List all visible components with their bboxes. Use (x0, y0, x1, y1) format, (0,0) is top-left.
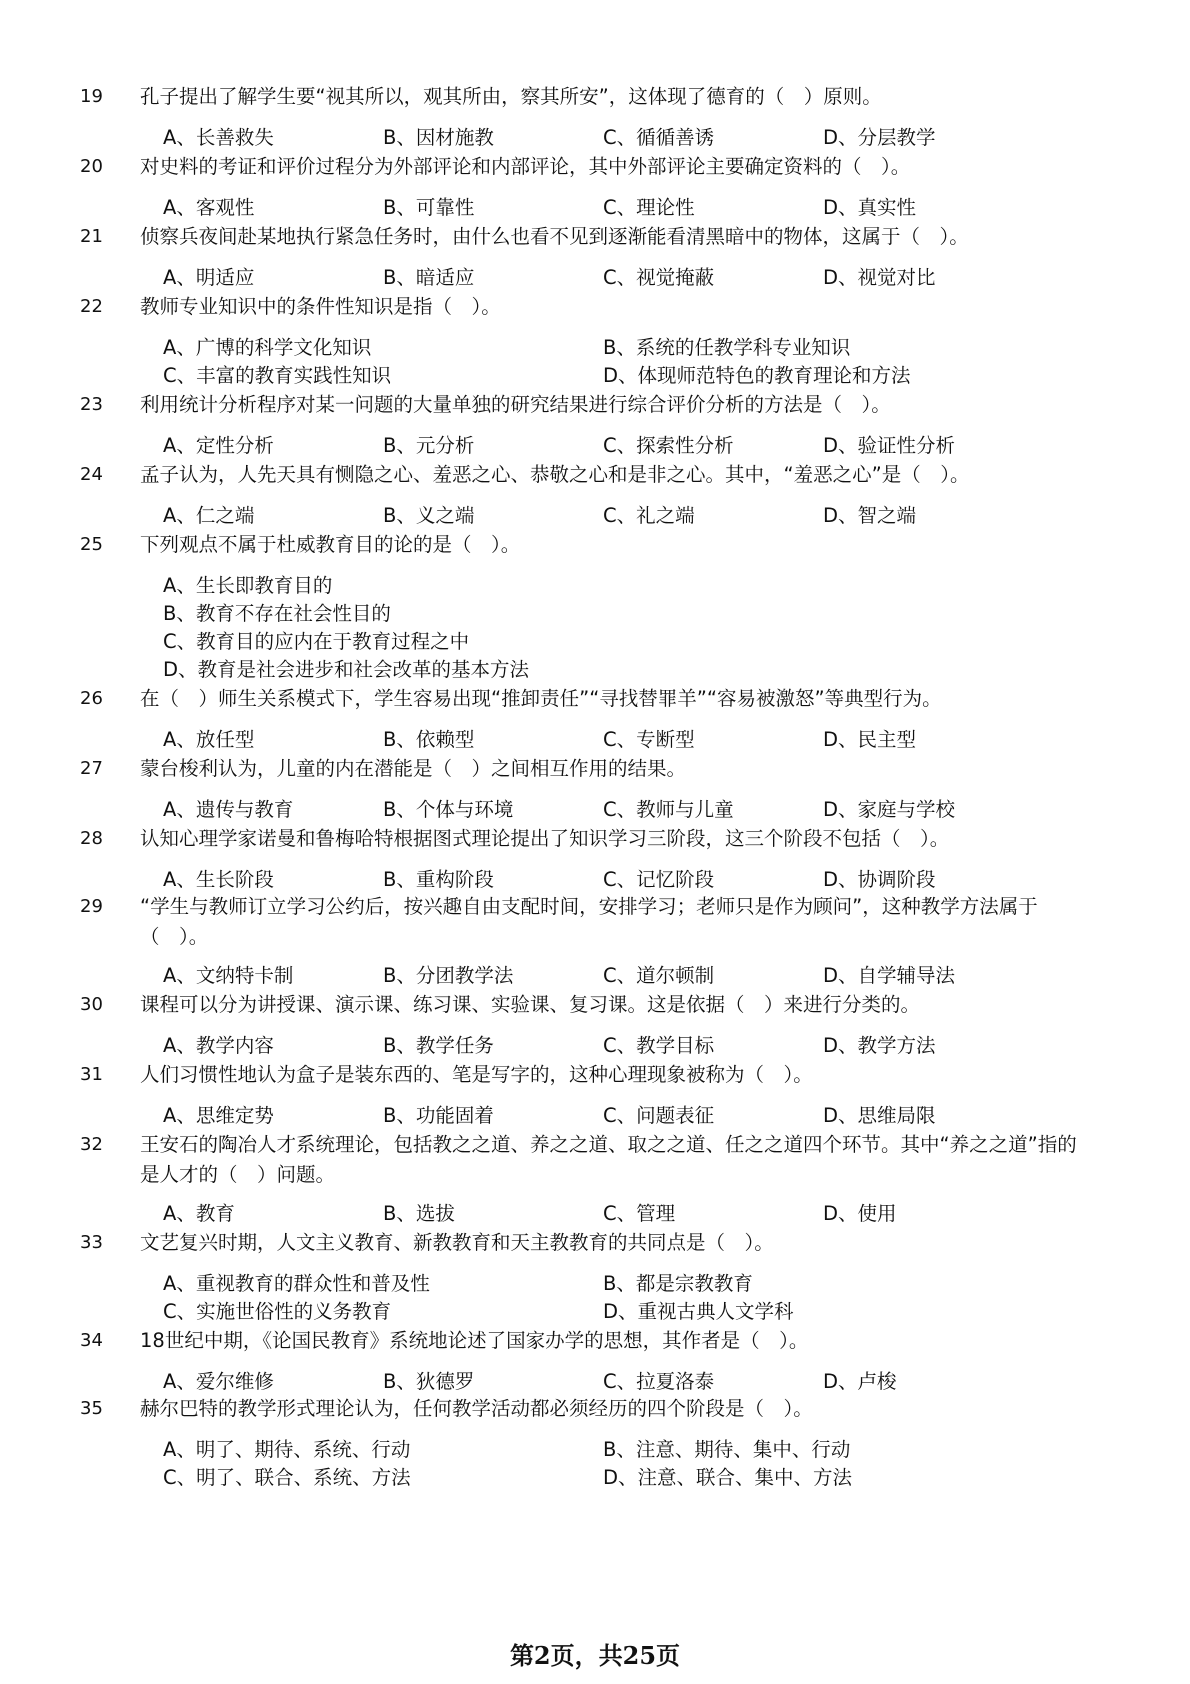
option-b[interactable]: B、义之端 (383, 504, 475, 527)
option-b[interactable]: B、重构阶段 (383, 868, 494, 891)
question-stem: 18世纪中期，《论国民教育》系统地论述了国家办学的思想，其作者是（ ）。 (140, 1329, 809, 1352)
option-b[interactable]: B、选拔 (383, 1202, 455, 1225)
option-c[interactable]: C、教师与儿童 (603, 798, 734, 821)
question-stem: 认知心理学家诺曼和鲁梅哈特根据图式理论提出了知识学习三阶段，这三个阶段不包括（ ）。 (140, 827, 950, 850)
option-a[interactable]: A、文纳特卡制 (163, 964, 294, 987)
question-number: 30 (80, 994, 103, 1015)
option-a[interactable]: A、明适应 (163, 266, 255, 289)
option-a[interactable]: A、爱尔维修 (163, 1370, 274, 1393)
page-footer: 第2页，共25页 (509, 1641, 681, 1670)
question-stem: 文艺复兴时期，人文主义教育、新教教育和天主教教育的共同点是（ ）。 (140, 1231, 774, 1254)
question-number: 32 (80, 1134, 103, 1155)
option-d[interactable]: D、体现师范特色的教育理论和方法 (603, 364, 911, 387)
option-c[interactable]: C、管理 (603, 1202, 676, 1225)
question-stem: 王安石的陶冶人才系统理论，包括教之之道、养之之道、取之之道、任之之道四个环节。其中“养之之道”指的是人才的（ ）问题。 (140, 1133, 1077, 1186)
option-d[interactable]: D、教育是社会进步和社会改革的基本方法 (163, 658, 530, 681)
question-number: 33 (80, 1232, 103, 1253)
option-a[interactable]: A、放任型 (163, 728, 255, 751)
question-stem: 在（ ）师生关系模式下，学生容易出现“推卸责任”“寻找替罪羊”“容易被激怒”等典型行为。 (140, 687, 942, 710)
question-number: 29 (80, 896, 103, 917)
option-d[interactable]: D、真实性 (823, 196, 917, 219)
option-c[interactable]: C、理论性 (603, 196, 695, 219)
option-b[interactable]: B、功能固着 (383, 1104, 494, 1127)
option-c[interactable]: C、专断型 (603, 728, 695, 751)
question-number: 25 (80, 534, 103, 555)
option-a[interactable]: A、定性分析 (163, 434, 274, 457)
option-c[interactable]: C、问题表征 (603, 1104, 715, 1127)
question-stem: 孟子认为，人先天具有恻隐之心、羞恶之心、恭敬之心和是非之心。其中，“羞恶之心”是（ ）。 (140, 463, 970, 486)
option-d[interactable]: D、卢梭 (823, 1370, 897, 1393)
option-b[interactable]: B、注意、期待、集中、行动 (603, 1438, 851, 1461)
option-a[interactable]: A、客观性 (163, 196, 255, 219)
question-stem: 蒙台梭利认为，儿童的内在潜能是（ ）之间相互作用的结果。 (140, 757, 687, 780)
option-c[interactable]: C、拉夏洛泰 (603, 1370, 715, 1393)
option-c[interactable]: C、记忆阶段 (603, 868, 715, 891)
question-number: 23 (80, 394, 103, 415)
option-d[interactable]: D、使用 (823, 1202, 897, 1225)
option-a[interactable]: A、重视教育的群众性和普及性 (163, 1272, 430, 1295)
option-a[interactable]: A、生长即教育目的 (163, 574, 333, 597)
option-a[interactable]: A、思维定势 (163, 1104, 274, 1127)
option-a[interactable]: A、生长阶段 (163, 868, 274, 891)
option-c[interactable]: C、探索性分析 (603, 434, 734, 457)
option-c[interactable]: C、道尔顿制 (603, 964, 715, 987)
question-number: 21 (80, 226, 103, 247)
option-d[interactable]: D、协调阶段 (823, 868, 936, 891)
option-a[interactable]: A、广博的科学文化知识 (163, 336, 372, 359)
option-c[interactable]: C、教育目的应内在于教育过程之中 (163, 630, 470, 653)
option-c[interactable]: C、循循善诱 (603, 126, 715, 149)
option-b[interactable]: B、狄德罗 (383, 1370, 475, 1393)
question-stem: 利用统计分析程序对某一问题的大量单独的研究结果进行综合评价分析的方法是（ ）。 (140, 393, 891, 416)
question-number: 35 (80, 1398, 103, 1419)
question-number: 22 (80, 296, 103, 317)
question-stem: 课程可以分为讲授课、演示课、练习课、实验课、复习课。这是依据（ ）来进行分类的。 (140, 993, 921, 1016)
question-stem: 教师专业知识中的条件性知识是指（ ）。 (140, 295, 501, 318)
option-d[interactable]: D、思维局限 (823, 1104, 936, 1127)
option-c[interactable]: C、丰富的教育实践性知识 (163, 364, 392, 387)
question-number: 34 (80, 1330, 103, 1351)
option-b[interactable]: B、系统的任教学科专业知识 (603, 336, 851, 359)
question-stem: 人们习惯性地认为盒子是装东西的、笔是写字的，这种心理现象被称为（ ）。 (140, 1063, 813, 1086)
option-d[interactable]: D、验证性分析 (823, 434, 956, 457)
option-d[interactable]: D、分层教学 (823, 126, 936, 149)
question-number: 26 (80, 688, 103, 709)
question-number: 28 (80, 828, 103, 849)
option-b[interactable]: B、教育不存在社会性目的 (163, 602, 391, 625)
option-c[interactable]: C、礼之端 (603, 504, 695, 527)
option-b[interactable]: B、可靠性 (383, 196, 475, 219)
option-d[interactable]: D、家庭与学校 (823, 798, 956, 821)
option-d[interactable]: D、注意、联合、集中、方法 (603, 1466, 853, 1489)
option-a[interactable]: A、遗传与教育 (163, 798, 294, 821)
option-a[interactable]: A、教学内容 (163, 1034, 274, 1057)
option-c[interactable]: C、教学目标 (603, 1034, 715, 1057)
question-number: 27 (80, 758, 103, 779)
question-stem: 对史料的考证和评价过程分为外部评论和内部评论，其中外部评论主要确定资料的（ ）。 (140, 155, 911, 178)
option-c[interactable]: C、明了、联合、系统、方法 (163, 1466, 411, 1489)
option-b[interactable]: B、因材施教 (383, 126, 494, 149)
option-d[interactable]: D、教学方法 (823, 1034, 936, 1057)
question-stem: 赫尔巴特的教学形式理论认为，任何教学活动都必须经历的四个阶段是（ ）。 (140, 1397, 813, 1420)
question-stem: 孔子提出了解学生要“视其所以，观其所由，察其所安”，这体现了德育的（ ）原则。 (140, 85, 882, 108)
option-b[interactable]: B、暗适应 (383, 266, 475, 289)
option-d[interactable]: D、智之端 (823, 504, 917, 527)
option-d[interactable]: D、民主型 (823, 728, 917, 751)
option-b[interactable]: B、都是宗教教育 (603, 1272, 753, 1295)
question-number: 24 (80, 464, 103, 485)
option-a[interactable]: A、仁之端 (163, 504, 255, 527)
option-c[interactable]: C、视觉掩蔽 (603, 266, 715, 289)
option-b[interactable]: B、分团教学法 (383, 964, 514, 987)
option-b[interactable]: B、依赖型 (383, 728, 475, 751)
option-b[interactable]: B、教学任务 (383, 1034, 494, 1057)
option-a[interactable]: A、明了、期待、系统、行动 (163, 1438, 411, 1461)
option-a[interactable]: A、教育 (163, 1202, 235, 1225)
option-d[interactable]: D、视觉对比 (823, 266, 936, 289)
option-b[interactable]: B、个体与环境 (383, 798, 514, 821)
option-d[interactable]: D、重视古典人文学科 (603, 1300, 794, 1323)
question-number: 31 (80, 1064, 103, 1085)
option-b[interactable]: B、元分析 (383, 434, 475, 457)
option-d[interactable]: D、自学辅导法 (823, 964, 956, 987)
option-a[interactable]: A、长善救失 (163, 126, 274, 149)
option-c[interactable]: C、实施世俗性的义务教育 (163, 1300, 392, 1323)
question-stem: 侦察兵夜间赴某地执行紧急任务时，由什么也看不见到逐渐能看清黑暗中的物体，这属于（ ）。 (140, 225, 969, 248)
question-stem: “学生与教师订立学习公约后，按兴趣自由支配时间，安排学习；老师只是作为顾问”，这种教学方法属于（ ）。 (140, 895, 1038, 948)
question-number: 19 (80, 86, 103, 107)
question-stem: 下列观点不属于杜威教育目的论的是（ ）。 (140, 533, 521, 556)
question-number: 20 (80, 156, 103, 177)
